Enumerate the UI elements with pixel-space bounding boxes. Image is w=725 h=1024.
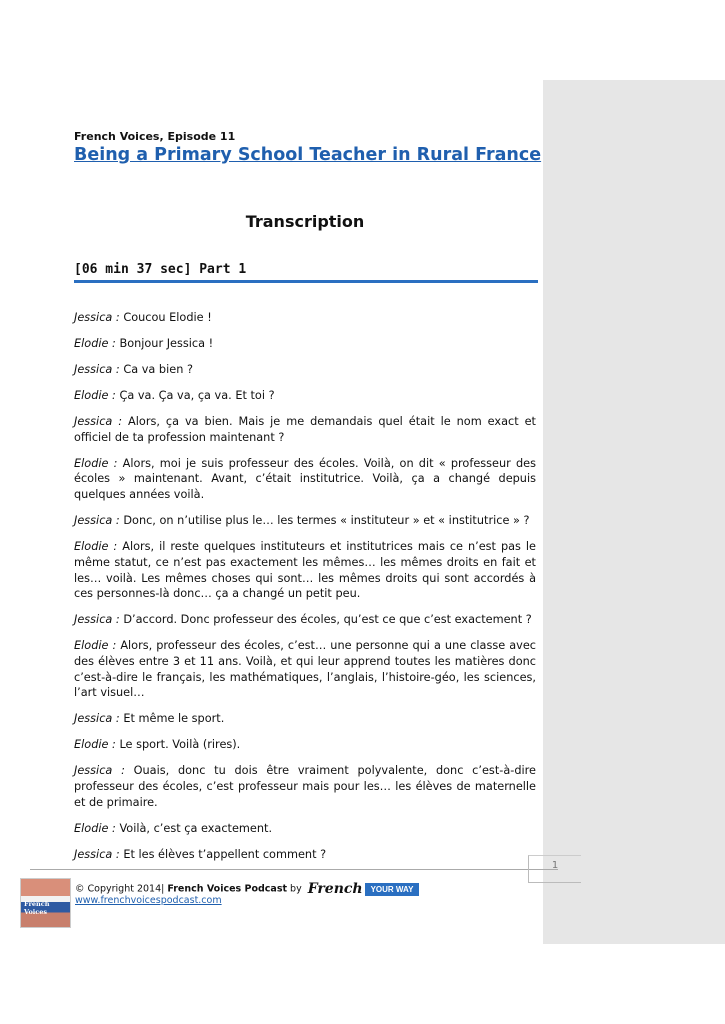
part-timestamp: [06 min 37 sec] Part 1 [74, 262, 247, 277]
dialogue-turn [74, 847, 536, 863]
turn-text: D’accord. Donc professeur des écoles, qu’est ce que c’est exactement ? [123, 613, 532, 627]
website-link[interactable]: www.frenchvoicespodcast.com [75, 895, 222, 906]
speaker-name: Jessica : [74, 514, 124, 528]
speaker-name: Elodie : [74, 337, 120, 350]
turn-text: Ça va. Ça va, ça va. Et toi ? [119, 389, 275, 402]
speaker-name: Elodie : [74, 639, 121, 653]
dialogue-turn [74, 310, 536, 326]
copyright-text: © Copyright 2014| [75, 883, 168, 895]
podcast-logo [20, 878, 71, 928]
turn-text: Et même le sport. [123, 712, 225, 726]
turn-text: Alors, professeur des écoles, c’est… une personne qui a une classe avec des élèves entre 3 et 11 ans. Voilà, et qui leur apprend toutes les matières donc c’est-à-dire le français, les mathématiques, l’anglais, l’histoire-géo, les sciences, l’art visuel… [74, 639, 536, 700]
turn-text: Et les élèves t’appellent comment ? [123, 847, 327, 861]
dialogue-turn [74, 513, 536, 529]
turn-text: Ouais, donc tu dois être vraiment polyvalente, donc c’est-à-dire professeur des écoles, c’est professeur mais pour les… les élèves de maternelle et de primaire. [74, 764, 536, 809]
speaker-name: Jessica : [74, 712, 124, 726]
speaker-name: Elodie : [74, 821, 120, 835]
document-title[interactable]: Being a Primary School Teacher in Rural France [74, 145, 542, 165]
speaker-name: Elodie : [74, 738, 120, 752]
dialogue-turn [74, 388, 536, 404]
dialogue-turn [74, 612, 536, 628]
brand-script: French [307, 881, 363, 897]
turn-text: Bonjour Jessica ! [119, 337, 214, 350]
speaker-name: Jessica : [74, 613, 124, 627]
podcast-name: French Voices Podcast [167, 883, 288, 895]
speaker-name: Jessica : [74, 415, 129, 428]
heading-rule [74, 280, 538, 283]
speaker-name: Jessica : [74, 311, 124, 324]
dialogue-turn [74, 456, 536, 503]
dialogue-turn [74, 539, 536, 602]
episode-label: French Voices, Episode 11 [74, 130, 236, 143]
dialogue-turn [74, 763, 536, 810]
dialogue-turn [74, 414, 536, 445]
transcription-heading: Transcription [245, 212, 365, 231]
footer-divider [30, 869, 558, 870]
turn-text: Ca va bien ? [123, 363, 193, 376]
dialogue-turn [74, 737, 536, 753]
speaker-name: Jessica : [74, 847, 124, 861]
brand-badge: YOUR WAY [365, 883, 420, 896]
dialogue-turn [74, 336, 536, 352]
by-text: by [287, 883, 305, 895]
turn-text: Voilà, c’est ça exactement. [119, 821, 273, 835]
french-your-way-logo [308, 881, 420, 897]
dialogue-turn [74, 711, 536, 727]
comment-pane [543, 80, 725, 944]
dialogue-turn [74, 638, 536, 701]
dialogue-turn [74, 821, 536, 837]
dialogue-turn [74, 362, 536, 378]
turn-text: Alors, il reste quelques instituteurs et institutrices mais ce n’est pas le même statut, ce n’est pas exactement les mêmes… les mêmes droits en fait et les… voilà. Les mêmes choses qui sont… les mêmes droits qui sont accordés à ces personnes-là donc… ça a changé un petit peu. [74, 540, 537, 601]
turn-text: Le sport. Voilà (rires). [119, 738, 241, 752]
speaker-name: Elodie : [74, 389, 120, 402]
dialogue [74, 310, 536, 873]
logo-text: French Voices [24, 900, 50, 916]
turn-text: Alors, ça va bien. Mais je me demandais quel était le nom exact et officiel de ta profession maintenant ? [74, 415, 536, 444]
speaker-name: Jessica : [74, 363, 124, 376]
page-number: 1 [528, 855, 581, 883]
turn-text: Donc, on n’utilise plus le… les termes « instituteur » et « institutrice » ? [123, 514, 530, 528]
speaker-name: Jessica : [74, 764, 134, 778]
speaker-name: Elodie : [74, 540, 123, 554]
speaker-name: Elodie : [74, 456, 123, 470]
turn-text: Coucou Elodie ! [123, 311, 212, 324]
turn-text: Alors, moi je suis professeur des écoles. Voilà, on dit « professeur des écoles » maintenant. Avant, c’était institutrice. Voilà, ça a changé depuis quelques années voilà. [74, 456, 537, 502]
